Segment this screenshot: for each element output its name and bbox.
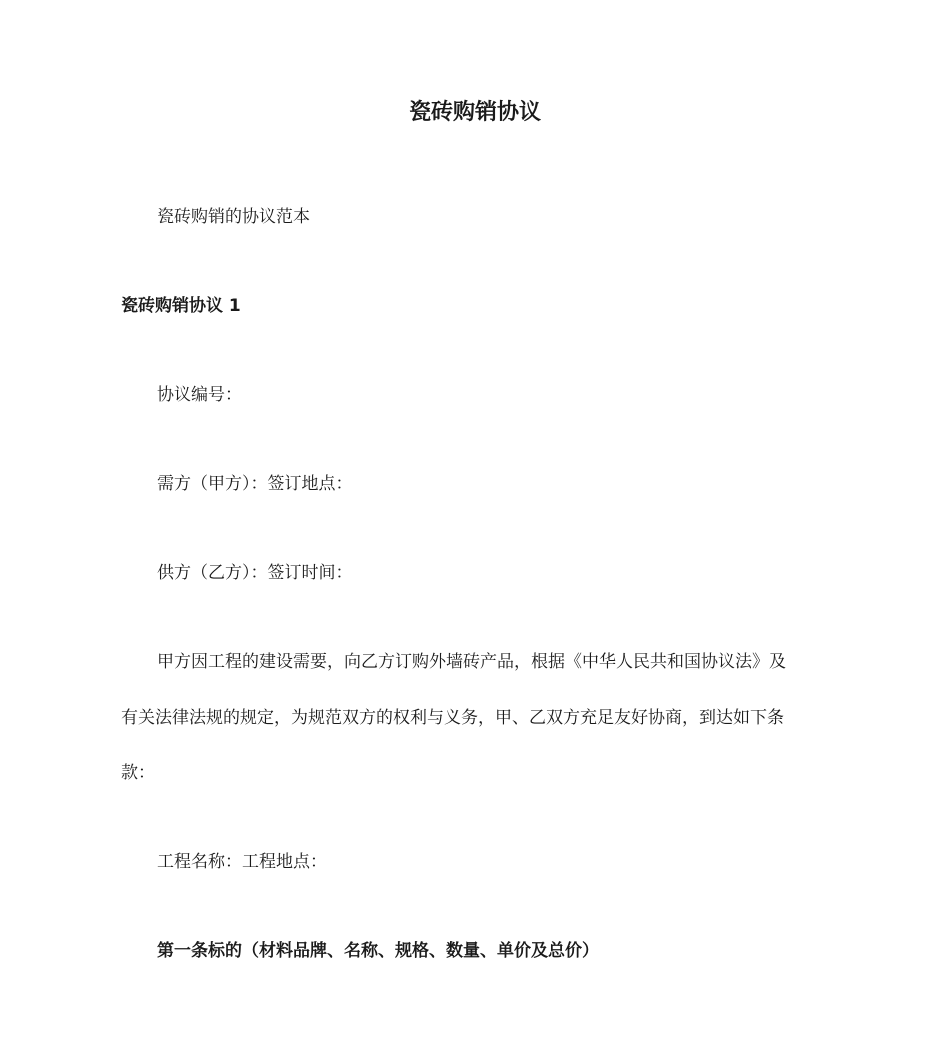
document-subtitle: 瓷砖购销的协议范本	[157, 207, 310, 227]
section-heading: 瓷砖购销协议 1	[121, 296, 241, 316]
seller-line: 供方（乙方）：签订时间：	[157, 563, 353, 583]
buyer-line: 需方（甲方）：签订地点：	[157, 474, 353, 494]
intro-paragraph-line-3: 款：	[121, 763, 155, 783]
article-1-heading: 第一条标的（材料品牌、名称、规格、数量、单价及总价）	[157, 941, 599, 961]
intro-paragraph-line-2: 有关法律法规的规定，为规范双方的权利与义务，甲、乙双方充足友好协商，到达如下条	[121, 708, 784, 728]
project-line: 工程名称：工程地点：	[157, 852, 327, 872]
contract-number-field: 协议编号：	[157, 385, 242, 405]
intro-paragraph-line-1: 甲方因工程的建设需要，向乙方订购外墙砖产品，根据《中华人民共和国协议法》及	[157, 652, 786, 672]
document-title: 瓷砖购销协议	[408, 100, 541, 125]
